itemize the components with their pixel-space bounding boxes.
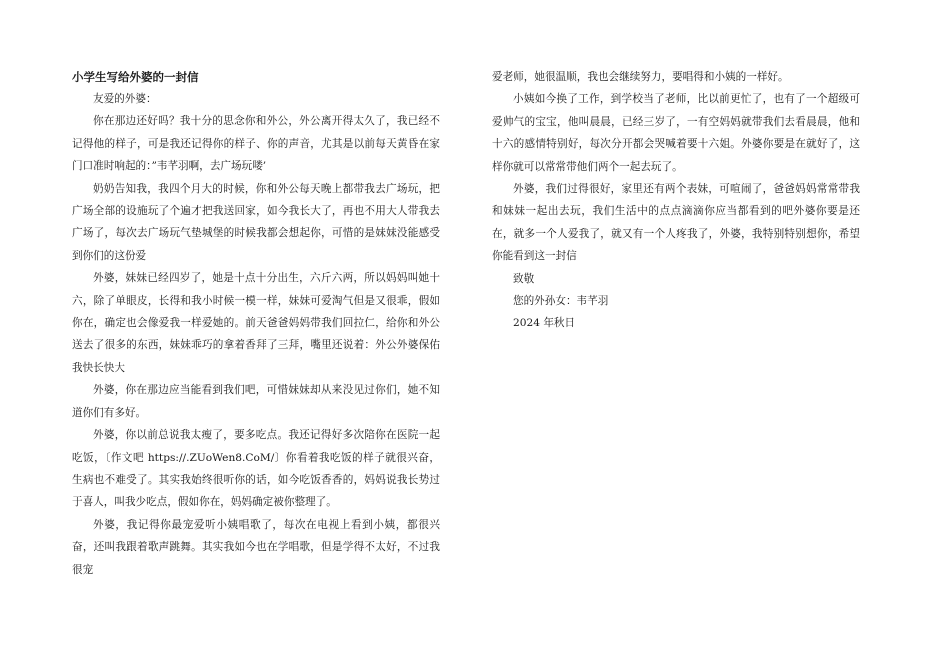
letter-title: 小学生写给外婆的一封信 bbox=[72, 70, 199, 84]
body-paragraph: 外婆，我记得你最宠爱听小姨唱歌了，每次在电视上看到小姨，都很兴奋，还叫我跟着歌声跳舞。其实我如今也在学唱歌，但是学得不太好，不过我很宠 bbox=[72, 518, 440, 576]
closing: 致敬 bbox=[513, 272, 535, 285]
body-paragraph: 你在那边还好吗？我十分的思念你和外公，外公离开得太久了，我已经不记得他的样子，可是我还记得你的样子、你的声音，尤其是以前每天黄昏在家门口准时响起的：”韦芊羽啊，去广场玩喽’ bbox=[72, 115, 440, 173]
body-paragraph: 外婆，你在那边应当能看到我们吧，可惜妹妹却从来没见过你们，她不知道你们有多好。 bbox=[72, 384, 440, 419]
right-column bbox=[492, 66, 860, 335]
date: 2024 年秋日 bbox=[513, 317, 576, 330]
body-paragraph: 奶奶告知我，我四个月大的时候，你和外公每天晚上都带我去广场玩，把广场全部的设施玩了个遍才把我送回家，如今我长大了，再也不用大人带我去广场了，每次去广场玩气垫城堡的时候我都会想起你，可惜的是妹妹没能感受到你们的这份爱 bbox=[72, 182, 440, 262]
body-paragraph: 外婆，你以前总说我太瘦了，要多吃点。我还记得好多次陪你在医院一起吃饭，〔作文吧 https://.ZUoWen8.CoM/〕你看着我吃饭的样子就很兴奋，生病也不难受了。其实我始终很听你的话，如今吃饭香香的，妈妈说我长势过于喜人，叫我少吃点，假如你在，妈妈确定被你整理了。 bbox=[72, 429, 440, 509]
salutation: 友爱的外婆： bbox=[93, 93, 157, 105]
body-paragraph: 外婆，我们过得很好，家里还有两个表妹，可喧闹了，爸爸妈妈常常带我和妹妹一起出去玩，我们生活中的点点滴滴你应当都看到的吧外婆你要是还在，就多一个人爱我了，就又有一个人疼我了，外婆，我特别特别想你，希望你能看到这一封信 bbox=[492, 183, 860, 263]
body-paragraph: 外婆，妹妹已经四岁了，她是十点十分出生，六斤六两，所以妈妈叫她十六，除了单眼皮，长得和我小时候一模一样，妹妹可爱淘气但是又很乖，假如你在，确定也会像爱我一样爱她的。前天爸爸妈妈带我们回拉仁，给你和外公送去了很多的东西，妹妹乖巧的拿着香拜了三拜，嘴里还说着：外公外婆保佑我快长快大 bbox=[72, 272, 440, 374]
body-paragraph-continued: 爱老师，她很温顺，我也会继续努力，要唱得和小姨的一样好。 bbox=[492, 71, 789, 83]
body-paragraph: 小姨如今换了工作，到学校当了老师，比以前更忙了，也有了一个超级可爱帅气的宝宝，他叫晨晨，已经三岁了，一有空妈妈就带我们去看晨晨，他和十六的感情特别好，每次分开都会哭喊着要十六姐。外婆你要是在就好了，这样你就可以常常带他们两个一起去玩了。 bbox=[492, 93, 860, 173]
left-column bbox=[72, 66, 440, 581]
signature: 您的外孙女：韦芊羽 bbox=[513, 295, 609, 308]
